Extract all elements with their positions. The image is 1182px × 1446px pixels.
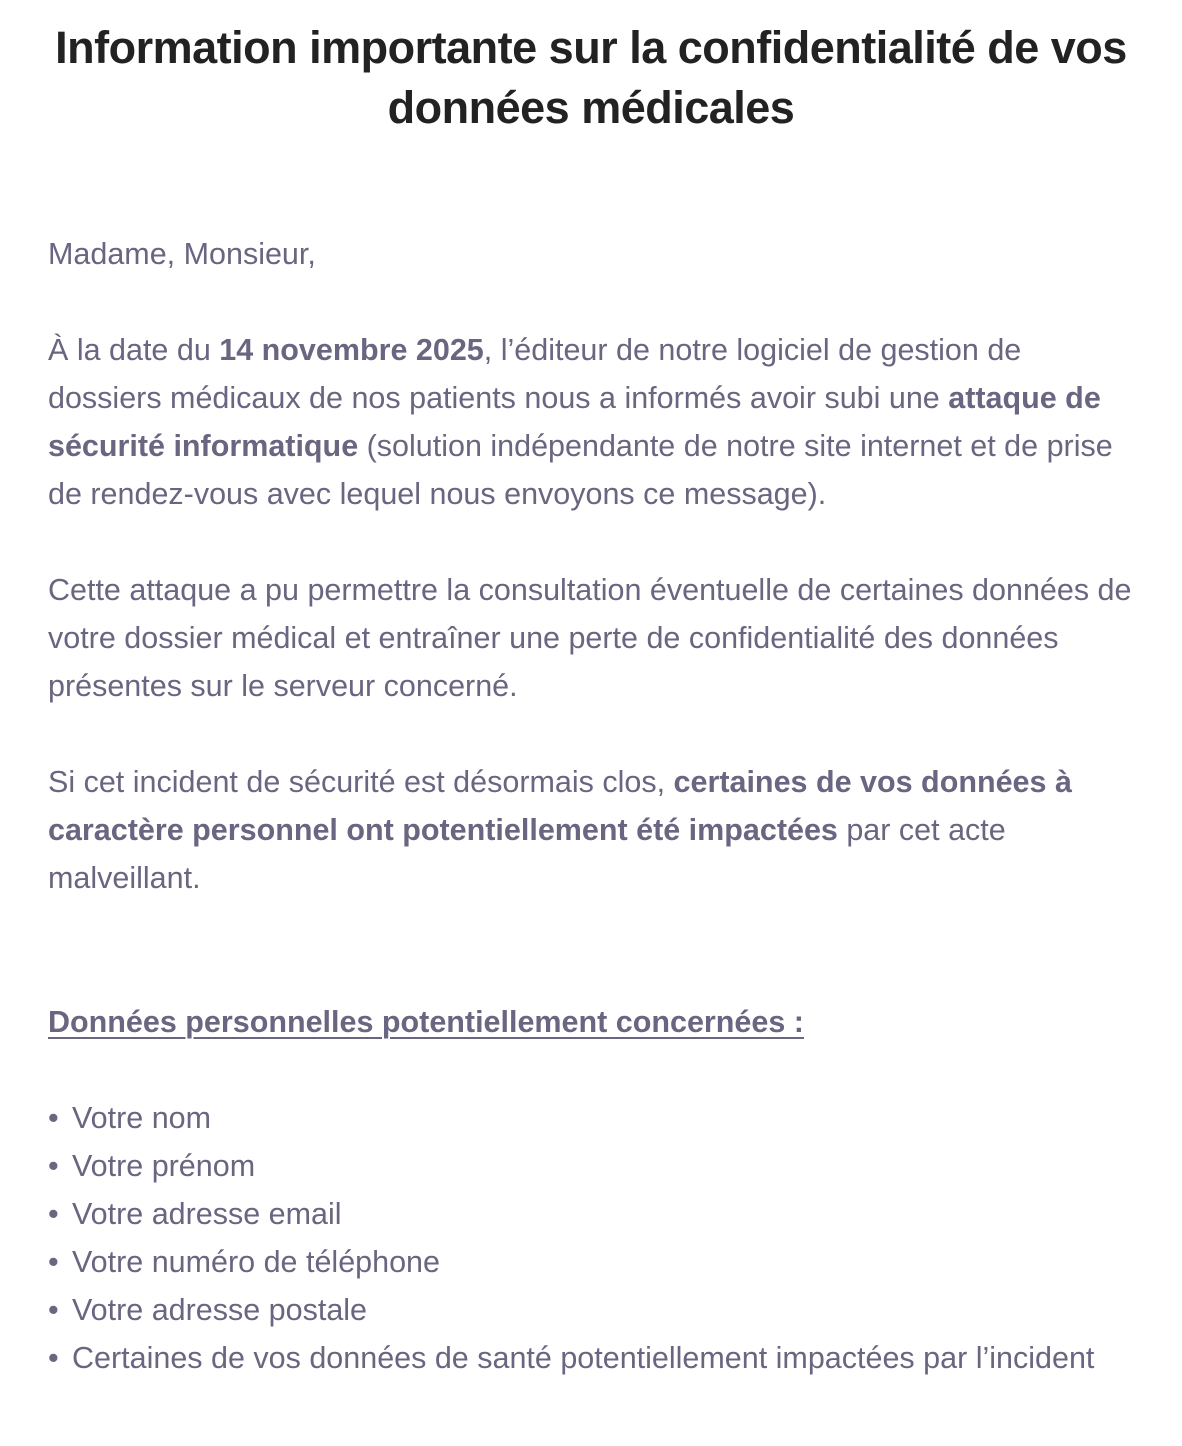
- bullet-icon: •: [48, 1245, 59, 1279]
- list-item-text: Certaines de vos données de santé potentiellement impactées par l’incident: [72, 1341, 1095, 1375]
- paragraph-impact-text-2: par cet acte malveillant.: [48, 813, 1006, 895]
- list-item: [48, 1286, 1138, 1334]
- paragraph-incident-text-2: , l’éditeur de notre logiciel de gestion de dossiers médicaux de nos patients nous a informés avoir subi une: [48, 333, 1022, 415]
- spacer: [48, 1046, 1138, 1094]
- list-item: [48, 1142, 1138, 1190]
- letter-body: [48, 230, 1138, 1382]
- paragraph-impact-text-1: Si cet incident de sécurité est désormais clos,: [48, 765, 674, 799]
- paragraph-incident-text-1: À la date du: [48, 333, 220, 367]
- paragraph-incident-text-3: (solution indépendante de notre site internet et de prise de rendez-vous avec lequel nous envoyons ce message).: [48, 429, 1113, 511]
- list-item-text: Votre numéro de téléphone: [72, 1245, 440, 1279]
- list-item-text: Votre adresse postale: [72, 1293, 368, 1327]
- bullet-icon: •: [48, 1149, 59, 1183]
- list-item-text: Votre nom: [72, 1101, 212, 1135]
- page-title: Information importante sur la confidentialité de vos données médicales: [55, 22, 1127, 133]
- spacer: [48, 710, 1138, 758]
- bullet-icon: •: [48, 1341, 59, 1375]
- greeting: Madame, Monsieur,: [48, 237, 316, 271]
- spacer: [48, 518, 1138, 566]
- paragraph-incident: [48, 326, 1138, 518]
- bullet-icon: •: [48, 1293, 59, 1327]
- incident-date: 14 novembre 2025: [219, 333, 484, 367]
- impact-statement: certaines de vos données à caractère personnel ont potentiellement été impactées: [48, 765, 1072, 847]
- spacer: [48, 278, 1138, 326]
- list-item: [48, 1238, 1138, 1286]
- list-item-text: Votre adresse email: [72, 1197, 342, 1231]
- data-list: [48, 1094, 1138, 1382]
- paragraph-consequences: Cette attaque a pu permettre la consultation éventuelle de certaines données de votre dossier médical et entraîner une perte de confidentialité des données présentes sur le serveur concerné.: [48, 573, 1132, 703]
- list-item: [48, 1094, 1138, 1142]
- spacer: [48, 902, 1138, 998]
- paragraph-impact: [48, 758, 1138, 902]
- bullet-icon: •: [48, 1101, 59, 1135]
- list-item-text: Votre prénom: [72, 1149, 256, 1183]
- bullet-icon: •: [48, 1197, 59, 1231]
- data-heading: Données personnelles potentiellement concernées :: [48, 1005, 804, 1039]
- list-item: [48, 1334, 1138, 1382]
- attack-description: attaque de sécurité informatique: [48, 381, 1101, 463]
- list-item: [48, 1190, 1138, 1238]
